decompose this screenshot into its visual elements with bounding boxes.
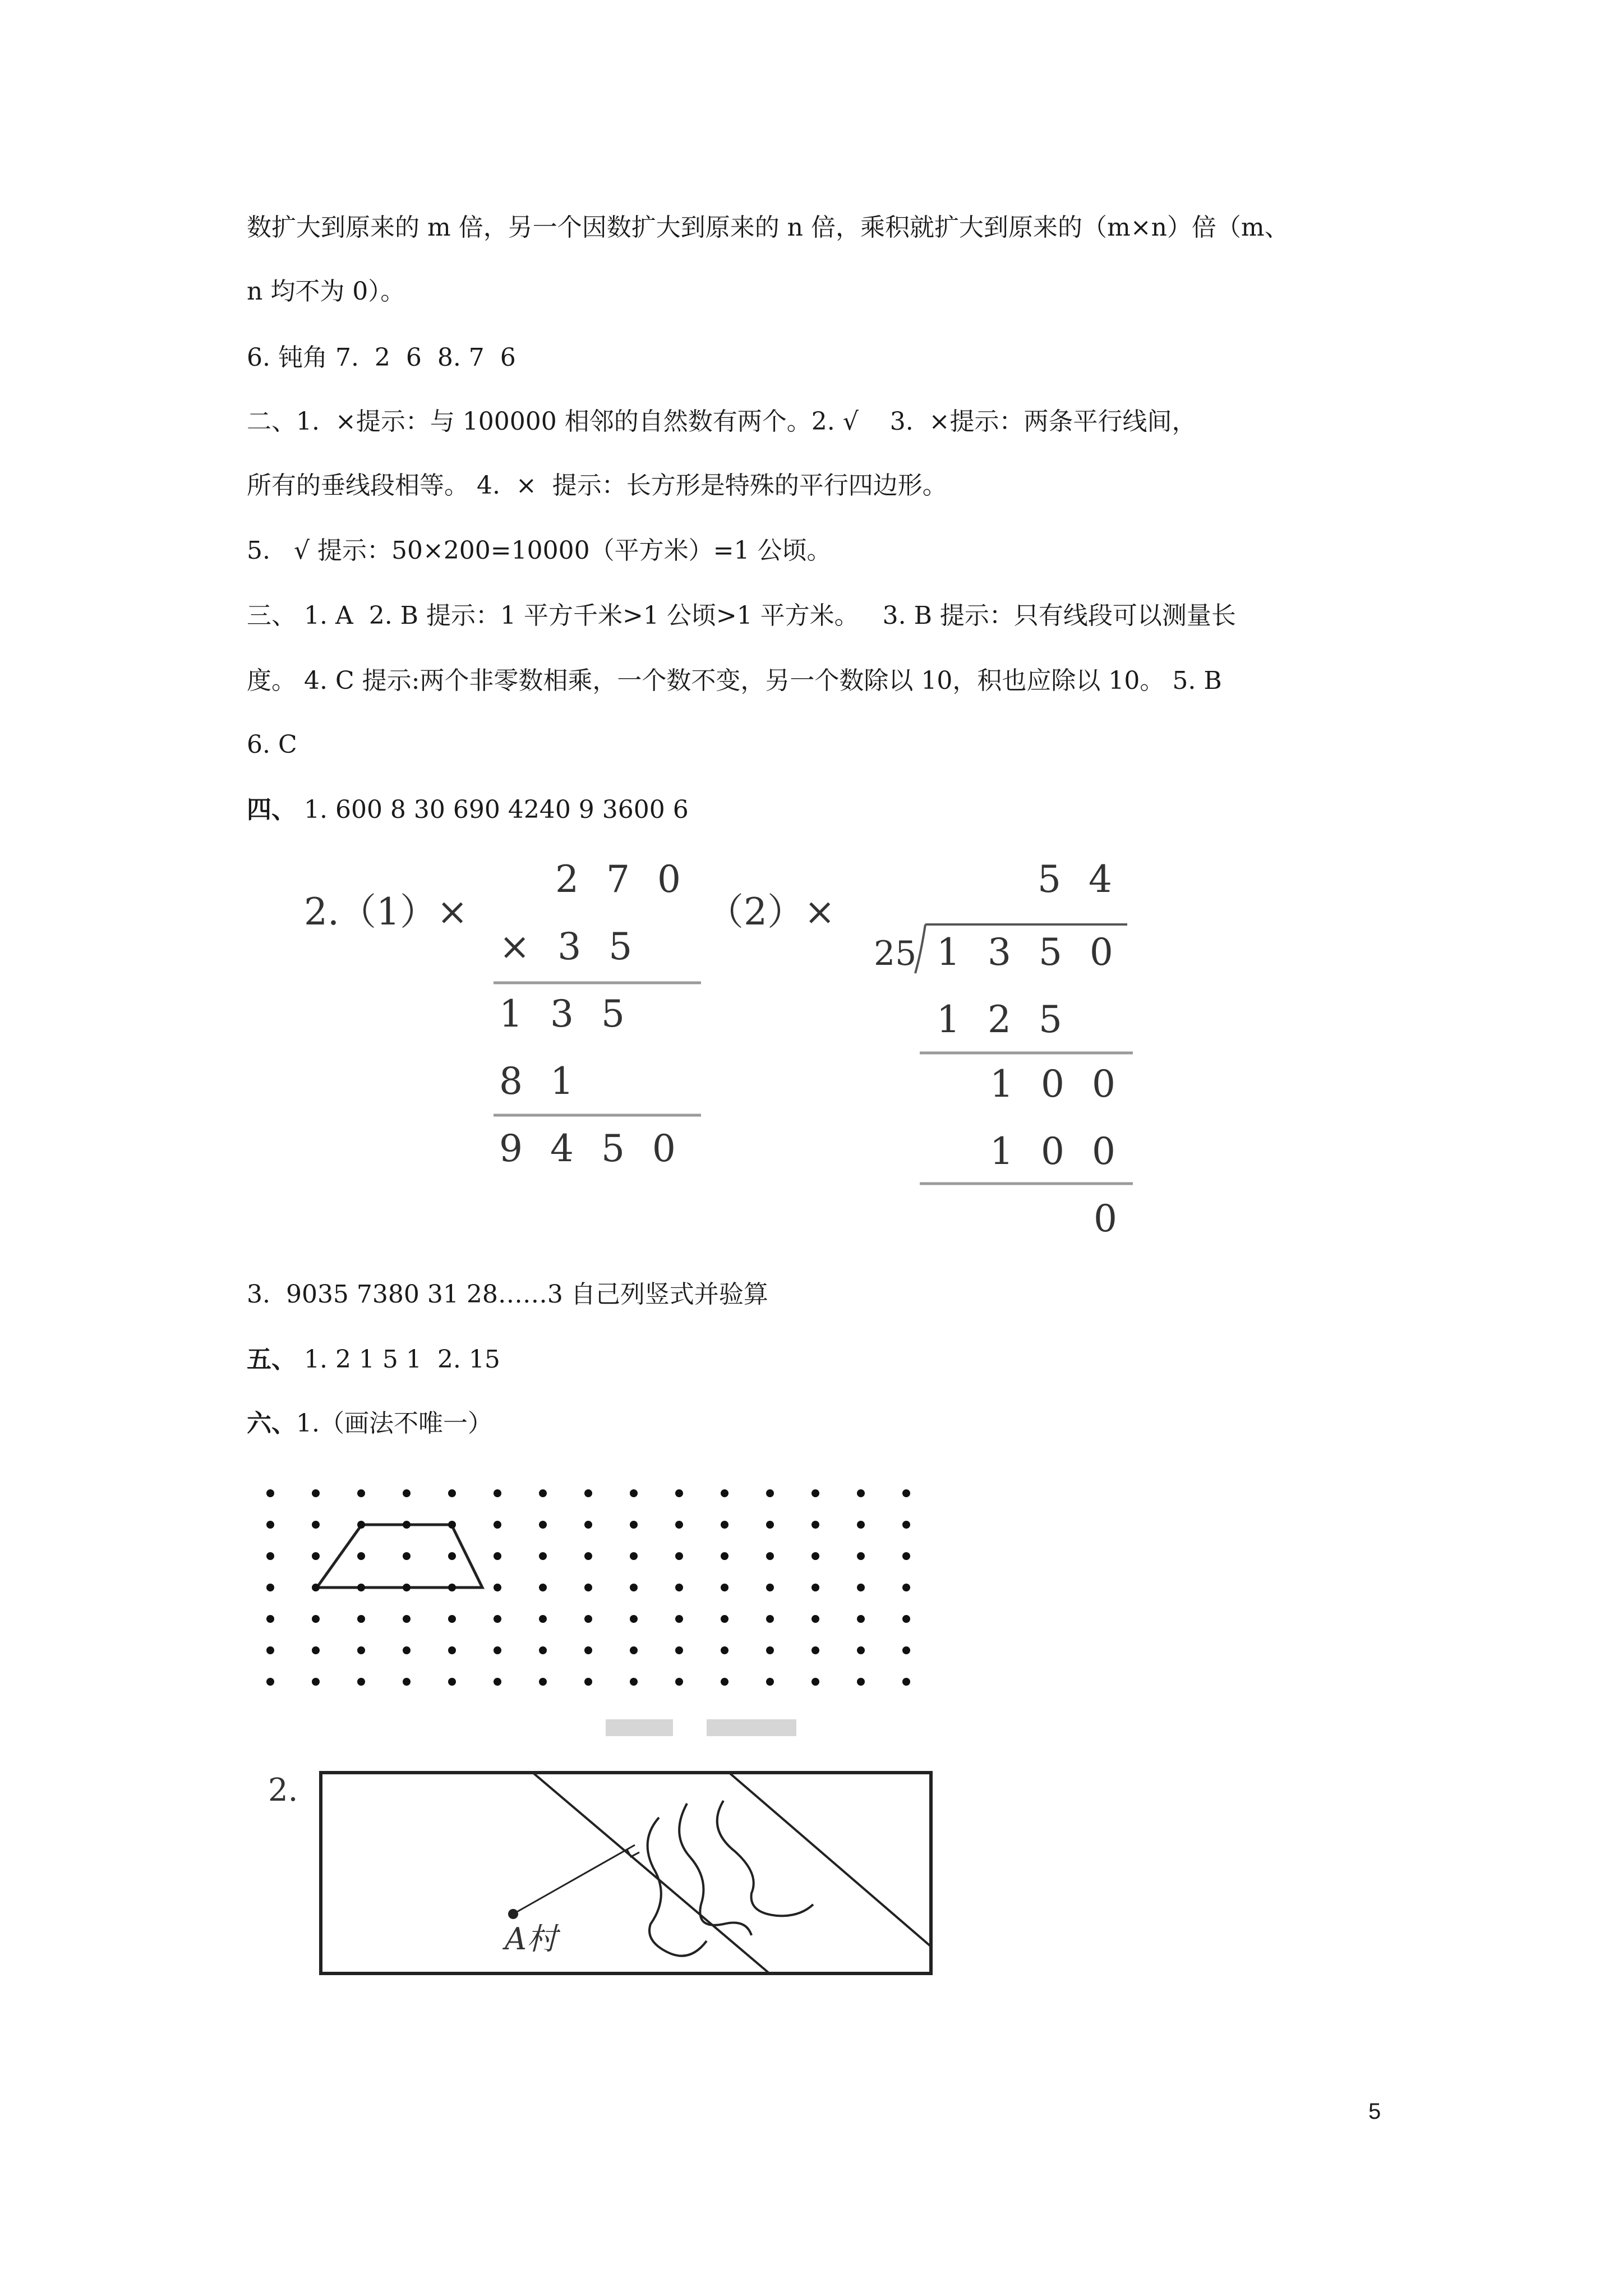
grid-dot bbox=[584, 1521, 592, 1529]
grid-dot bbox=[584, 1584, 592, 1591]
grid-dot bbox=[403, 1552, 411, 1560]
div-final-remainder: 0 bbox=[1094, 1197, 1117, 1240]
grid-dot bbox=[494, 1521, 501, 1529]
grid-dot bbox=[584, 1615, 592, 1623]
grid-dot bbox=[357, 1678, 365, 1686]
grid-dot bbox=[448, 1521, 456, 1529]
scan-smudge bbox=[707, 1719, 796, 1736]
grid-dot bbox=[811, 1615, 819, 1623]
grid-dot bbox=[539, 1489, 547, 1497]
mult-result: 9 4 5 0 bbox=[499, 1127, 684, 1170]
grid-dot bbox=[539, 1646, 547, 1654]
grid-dot bbox=[857, 1615, 865, 1623]
grid-dot bbox=[448, 1552, 456, 1560]
grid-dot bbox=[266, 1678, 274, 1686]
grid-dot bbox=[494, 1646, 501, 1654]
grid-dot bbox=[403, 1615, 411, 1623]
grid-dot bbox=[448, 1489, 456, 1497]
grid-dot bbox=[357, 1521, 365, 1529]
grid-dot bbox=[811, 1521, 819, 1529]
grid-dot bbox=[357, 1489, 365, 1497]
grid-dot bbox=[766, 1552, 774, 1560]
grid-dot bbox=[448, 1615, 456, 1623]
grid-dot bbox=[403, 1521, 411, 1529]
text-line-13: 六、1.（画法不唯一） bbox=[247, 1409, 492, 1438]
grid-dot bbox=[630, 1521, 638, 1529]
text-line-9: 6. C bbox=[247, 730, 297, 759]
page-number: 5 bbox=[1368, 2099, 1381, 2124]
grid-dot bbox=[902, 1678, 910, 1686]
grid-dot bbox=[539, 1678, 547, 1686]
grid-dot bbox=[902, 1489, 910, 1497]
grid-dot bbox=[494, 1552, 501, 1560]
map-figure bbox=[258, 1761, 942, 1986]
grid-dot bbox=[312, 1646, 320, 1654]
div-remainder-1: 1 0 0 bbox=[990, 1062, 1123, 1106]
grid-dot bbox=[584, 1552, 592, 1560]
calc-label-1: 2.（1）× bbox=[304, 890, 468, 933]
grid-dot bbox=[266, 1552, 274, 1560]
grid-dot bbox=[448, 1584, 456, 1591]
grid-dot bbox=[857, 1552, 865, 1560]
grid-dot bbox=[357, 1615, 365, 1623]
grid-dot bbox=[312, 1584, 320, 1591]
map-number-label: 2. bbox=[268, 1772, 298, 1809]
text-line-5: 所有的垂线段相等。 4. × 提示：长方形是特殊的平行四边形。 bbox=[247, 471, 947, 500]
map-frame bbox=[321, 1773, 931, 1973]
trapezoid-shape bbox=[317, 1525, 482, 1588]
grid-dot bbox=[312, 1678, 320, 1686]
riverbank-2 bbox=[729, 1773, 931, 1947]
grid-dot bbox=[721, 1521, 728, 1529]
grid-dot bbox=[857, 1489, 865, 1497]
grid-dot bbox=[630, 1489, 638, 1497]
text-line-3: 6. 钝角 7. 2 6 8. 7 6 bbox=[247, 343, 516, 372]
grid-dot bbox=[675, 1552, 683, 1560]
dot-grid-figure bbox=[258, 1481, 931, 1739]
riverbank-1 bbox=[533, 1773, 769, 1973]
right-angle-mark bbox=[627, 1849, 639, 1857]
grid-dot bbox=[494, 1615, 501, 1623]
div-subtract-1: 1 2 5 bbox=[937, 998, 1070, 1041]
water-wave-3 bbox=[717, 1801, 813, 1916]
grid-dot bbox=[766, 1584, 774, 1591]
grid-dot bbox=[811, 1584, 819, 1591]
grid-dot bbox=[312, 1521, 320, 1529]
grid-dot bbox=[312, 1615, 320, 1623]
grid-dot bbox=[630, 1584, 638, 1591]
grid-dot bbox=[766, 1678, 774, 1686]
grid-dot bbox=[630, 1552, 638, 1560]
grid-dot bbox=[266, 1489, 274, 1497]
grid-dot bbox=[630, 1646, 638, 1654]
grid-dot bbox=[539, 1615, 547, 1623]
grid-dot bbox=[494, 1584, 501, 1591]
text-line-10: 四、 1. 600 8 30 690 4240 9 3600 6 bbox=[247, 795, 689, 824]
grid-dot bbox=[857, 1584, 865, 1591]
grid-dot bbox=[902, 1615, 910, 1623]
grid-dot bbox=[266, 1615, 274, 1623]
grid-dot bbox=[448, 1646, 456, 1654]
mult-partial-1: 1 3 5 bbox=[499, 992, 633, 1036]
grid-dot bbox=[630, 1615, 638, 1623]
text-line-1: 数扩大到原来的 m 倍，另一个因数扩大到原来的 n 倍，乘积就扩大到原来的（m×n）倍（m、 bbox=[247, 213, 1289, 242]
grid-dot bbox=[312, 1489, 320, 1497]
grid-dot bbox=[312, 1552, 320, 1560]
text-line-11: 3. 9035 7380 31 28……3 自己列竖式并验算 bbox=[247, 1280, 768, 1309]
text-line-2: n 均不为 0）。 bbox=[247, 277, 405, 306]
grid-dot bbox=[721, 1678, 728, 1686]
grid-dot bbox=[675, 1678, 683, 1686]
grid-dot bbox=[266, 1646, 274, 1654]
grid-dot bbox=[494, 1678, 501, 1686]
grid-dot bbox=[403, 1646, 411, 1654]
grid-dot bbox=[902, 1584, 910, 1591]
grid-dot bbox=[766, 1615, 774, 1623]
grid-dot bbox=[811, 1489, 819, 1497]
grid-dot bbox=[403, 1489, 411, 1497]
text-line-4: 二、1. ×提示：与 100000 相邻的自然数有两个。2. √ 3. ×提示：两条平行线间， bbox=[247, 407, 1197, 436]
grid-dot bbox=[811, 1678, 819, 1686]
grid-dot bbox=[539, 1584, 547, 1591]
grid-dot bbox=[675, 1521, 683, 1529]
grid-dot bbox=[266, 1521, 274, 1529]
grid-dot bbox=[675, 1584, 683, 1591]
grid-dot bbox=[357, 1646, 365, 1654]
grid-dot bbox=[584, 1646, 592, 1654]
village-a-label: A村 bbox=[505, 1921, 557, 1957]
grid-dot bbox=[902, 1521, 910, 1529]
grid-dot bbox=[357, 1552, 365, 1560]
grid-dot bbox=[675, 1646, 683, 1654]
grid-dot bbox=[721, 1615, 728, 1623]
div-dividend: 1 3 5 0 bbox=[937, 931, 1121, 974]
grid-dot bbox=[902, 1552, 910, 1560]
mult-partial-2: 8 1 bbox=[499, 1060, 582, 1103]
div-subtract-2: 1 0 0 bbox=[990, 1130, 1123, 1173]
text-line-12: 五、 1. 2 1 5 1 2. 15 bbox=[247, 1345, 500, 1374]
grid-dot bbox=[675, 1489, 683, 1497]
grid-dot bbox=[675, 1615, 683, 1623]
grid-dot bbox=[584, 1489, 592, 1497]
scan-smudge bbox=[606, 1719, 673, 1736]
div-bracket bbox=[915, 924, 925, 973]
grid-dot bbox=[721, 1552, 728, 1560]
grid-dot bbox=[766, 1521, 774, 1529]
div-quotient: 5 4 bbox=[1038, 858, 1120, 901]
mult-top: 2 7 0 bbox=[555, 858, 689, 901]
grid-dot bbox=[902, 1646, 910, 1654]
calc-label-2: （2）× bbox=[707, 890, 836, 933]
grid-dot bbox=[403, 1584, 411, 1591]
grid-dot bbox=[857, 1678, 865, 1686]
grid-dot bbox=[857, 1646, 865, 1654]
calculation-figure bbox=[292, 858, 1155, 1251]
water-wave-2 bbox=[679, 1803, 751, 1935]
mult-second: × 3 5 bbox=[499, 925, 640, 968]
div-divisor: 25 bbox=[874, 934, 917, 973]
grid-dot bbox=[266, 1584, 274, 1591]
grid-dot bbox=[448, 1678, 456, 1686]
grid-dot bbox=[494, 1489, 501, 1497]
water-wave-1 bbox=[648, 1818, 707, 1956]
grid-dot bbox=[811, 1646, 819, 1654]
grid-dot bbox=[584, 1678, 592, 1686]
grid-dot bbox=[766, 1646, 774, 1654]
grid-dot bbox=[630, 1678, 638, 1686]
grid-dot bbox=[721, 1489, 728, 1497]
grid-dot bbox=[403, 1678, 411, 1686]
grid-dot bbox=[721, 1584, 728, 1591]
grid-dot bbox=[539, 1521, 547, 1529]
grid-dot bbox=[857, 1521, 865, 1529]
grid-dot bbox=[811, 1552, 819, 1560]
text-line-7: 三、 1. A 2. B 提示：1 平方千米>1 公顷>1 平方米。 3. B 提示：只有线段可以测量长 bbox=[247, 601, 1236, 630]
text-line-6: 5. √ 提示：50×200=10000（平方米）=1 公顷。 bbox=[247, 536, 832, 565]
perpendicular-path bbox=[513, 1845, 635, 1914]
village-a-point bbox=[508, 1909, 518, 1919]
grid-dot bbox=[357, 1584, 365, 1591]
grid-dot bbox=[721, 1646, 728, 1654]
grid-dot bbox=[766, 1489, 774, 1497]
text-line-8: 度。 4. C 提示:两个非零数相乘，一个数不变，另一个数除以 10，积也应除以 10。 5. B bbox=[247, 666, 1222, 695]
grid-dot bbox=[539, 1552, 547, 1560]
